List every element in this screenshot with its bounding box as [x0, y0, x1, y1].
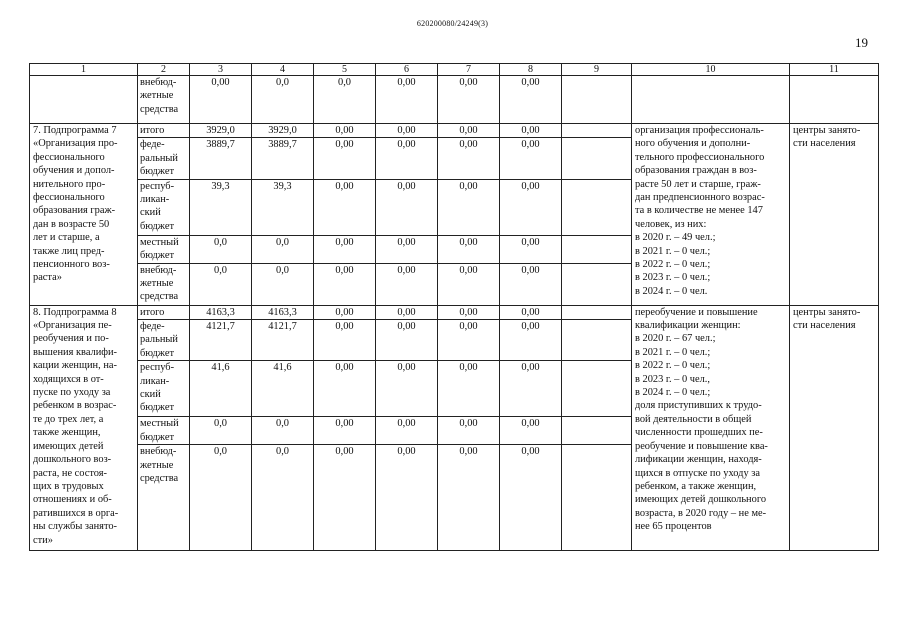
column-number: 9: [562, 64, 632, 76]
funding-source: итого: [138, 124, 190, 138]
indicator-cell: организация профессиональ- ного обучения и дополни- тельного профессионального образования граждан в воз- расте 50 лет и старше, граж- дан предпенсионного возрас- та в количестве не менее 147 человек, из них: в 2020 г. – 49 чел.; в 2021 г. – 0 чел.; в 2022 г. – 0 чел.; в 2023 г. – 0 чел.; в 2024 г. – 0 чел.: [632, 124, 790, 306]
amount-cell: 0,00: [376, 417, 438, 445]
page-number: 19: [855, 35, 868, 50]
amount-cell: 0,0: [252, 417, 314, 445]
empty-cell: [562, 320, 632, 361]
amount-cell: 0,00: [376, 138, 438, 179]
amount-cell: 0,00: [314, 305, 376, 319]
column-number: 7: [438, 64, 500, 76]
amount-cell: 0,00: [314, 361, 376, 417]
amount-cell: 0,00: [500, 361, 562, 417]
amount-cell: 0,00: [314, 235, 376, 263]
amount-cell: 0,0: [252, 263, 314, 305]
amount-cell: 0,00: [500, 124, 562, 138]
amount-cell: 0,00: [438, 235, 500, 263]
amount-cell: 0,00: [438, 76, 500, 124]
executor-cell: центры занято- сти населения: [790, 305, 879, 551]
amount-cell: 3889,7: [252, 138, 314, 179]
amount-cell: 4121,7: [252, 320, 314, 361]
funding-source: внебюд- жетные средства: [138, 76, 190, 124]
amount-cell: 0,0: [252, 445, 314, 551]
funding-source: местный бюджет: [138, 417, 190, 445]
column-number: 5: [314, 64, 376, 76]
empty-cell: [562, 76, 632, 124]
amount-cell: 0,00: [376, 320, 438, 361]
column-number: 1: [30, 64, 138, 76]
executor-cell: [790, 76, 879, 124]
empty-cell: [562, 124, 632, 138]
empty-cell: [562, 305, 632, 319]
amount-cell: 3929,0: [190, 124, 252, 138]
amount-cell: 0,00: [438, 417, 500, 445]
funding-source: местный бюджет: [138, 235, 190, 263]
amount-cell: 0,00: [500, 235, 562, 263]
indicator-cell: переобучение и повышение квалификации женщин: в 2020 г. – 67 чел.; в 2021 г. – 0 чел.; в 2022 г. – 0 чел.; в 2023 г. – 0 чел., в 2024 г. – 0 чел.; доля приступивших к трудо- вой деятельности в общей численности прошедших пе- реобучение и повышение ква- лификации женщин, находя- щихся в отпуске по уходу за ребенком, а также женщин, имеющих детей дошкольного возраста, в 2020 году – не ме- нее 65 процентов: [632, 305, 790, 551]
amount-cell: 0,00: [500, 417, 562, 445]
amount-cell: 0,0: [190, 417, 252, 445]
table-row: [30, 305, 879, 319]
funding-source: респуб- ликан- ский бюджет: [138, 361, 190, 417]
column-number: 11: [790, 64, 879, 76]
program-cell: [30, 76, 138, 124]
amount-cell: 0,0: [190, 263, 252, 305]
funding-source: феде- ральный бюджет: [138, 138, 190, 179]
program-title: 7. Подпрограмма 7 «Организация про- фессионального обучения и допол- нительного про- фессионального образования граж- дан в возрасте 50 лет и старше, а также лиц пред- пенсионного воз- раста»: [30, 124, 138, 306]
amount-cell: 0,00: [376, 445, 438, 551]
amount-cell: 0,00: [500, 76, 562, 124]
amount-cell: 0,00: [376, 305, 438, 319]
column-number: 4: [252, 64, 314, 76]
amount-cell: 0,00: [500, 263, 562, 305]
column-number-row: [30, 64, 879, 76]
amount-cell: 41,6: [252, 361, 314, 417]
amount-cell: 4163,3: [252, 305, 314, 319]
empty-cell: [562, 235, 632, 263]
executor-cell: центры занято- сти населения: [790, 124, 879, 306]
amount-cell: 0,0: [252, 235, 314, 263]
amount-cell: 0,00: [438, 445, 500, 551]
empty-cell: [562, 179, 632, 235]
amount-cell: 0,00: [376, 263, 438, 305]
column-number: 3: [190, 64, 252, 76]
column-number: 2: [138, 64, 190, 76]
amount-cell: 0,00: [314, 263, 376, 305]
amount-cell: 3889,7: [190, 138, 252, 179]
funding-source: итого: [138, 305, 190, 319]
empty-cell: [562, 138, 632, 179]
amount-cell: 0,0: [190, 445, 252, 551]
amount-cell: 0,0: [314, 76, 376, 124]
amount-cell: 0,00: [314, 138, 376, 179]
amount-cell: 0,00: [376, 235, 438, 263]
amount-cell: 0,00: [314, 320, 376, 361]
empty-cell: [562, 361, 632, 417]
empty-cell: [562, 263, 632, 305]
amount-cell: 0,00: [438, 305, 500, 319]
program-title: 8. Подпрограмма 8 «Организация пе- реобучения и по- вышения квалифи- кации женщин, на- ходящихся в от- пуске по уходу за ребенком в возрас- те до трех лет, а также женщин, имеющих детей дошкольного воз- раста, не состоя- щих в трудовых отношениях и об- ратившихся в орга- ны службы занято- сти»: [30, 305, 138, 551]
amount-cell: 39,3: [190, 179, 252, 235]
table-row: [30, 124, 879, 138]
amount-cell: 0,00: [314, 417, 376, 445]
amount-cell: 0,00: [500, 320, 562, 361]
amount-cell: 39,3: [252, 179, 314, 235]
amount-cell: 0,0: [252, 76, 314, 124]
amount-cell: 0,00: [500, 445, 562, 551]
amount-cell: 0,00: [438, 124, 500, 138]
amount-cell: 41,6: [190, 361, 252, 417]
amount-cell: 0,00: [438, 179, 500, 235]
document-code: 620200080/24249(3): [416, 19, 489, 28]
funding-source: феде- ральный бюджет: [138, 320, 190, 361]
amount-cell: 0,00: [314, 179, 376, 235]
empty-cell: [562, 445, 632, 551]
amount-cell: 0,0: [190, 235, 252, 263]
amount-cell: 0,00: [376, 361, 438, 417]
budget-table: [29, 63, 879, 551]
empty-cell: [562, 417, 632, 445]
column-number: 6: [376, 64, 438, 76]
column-number: 10: [632, 64, 790, 76]
amount-cell: 0,00: [314, 445, 376, 551]
amount-cell: 4121,7: [190, 320, 252, 361]
funding-source: внебюд- жетные средства: [138, 263, 190, 305]
amount-cell: 0,00: [376, 76, 438, 124]
amount-cell: 0,00: [314, 124, 376, 138]
funding-source: внебюд- жетные средства: [138, 445, 190, 551]
amount-cell: 0,00: [500, 179, 562, 235]
amount-cell: 3929,0: [252, 124, 314, 138]
amount-cell: 0,00: [190, 76, 252, 124]
amount-cell: 0,00: [438, 320, 500, 361]
amount-cell: 0,00: [438, 263, 500, 305]
table-row: [30, 76, 879, 124]
indicator-cell: [632, 76, 790, 124]
amount-cell: 0,00: [500, 305, 562, 319]
amount-cell: 0,00: [438, 361, 500, 417]
amount-cell: 0,00: [376, 179, 438, 235]
amount-cell: 0,00: [500, 138, 562, 179]
amount-cell: 0,00: [376, 124, 438, 138]
column-number: 8: [500, 64, 562, 76]
funding-source: респуб- ликан- ский бюджет: [138, 179, 190, 235]
amount-cell: 0,00: [438, 138, 500, 179]
amount-cell: 4163,3: [190, 305, 252, 319]
